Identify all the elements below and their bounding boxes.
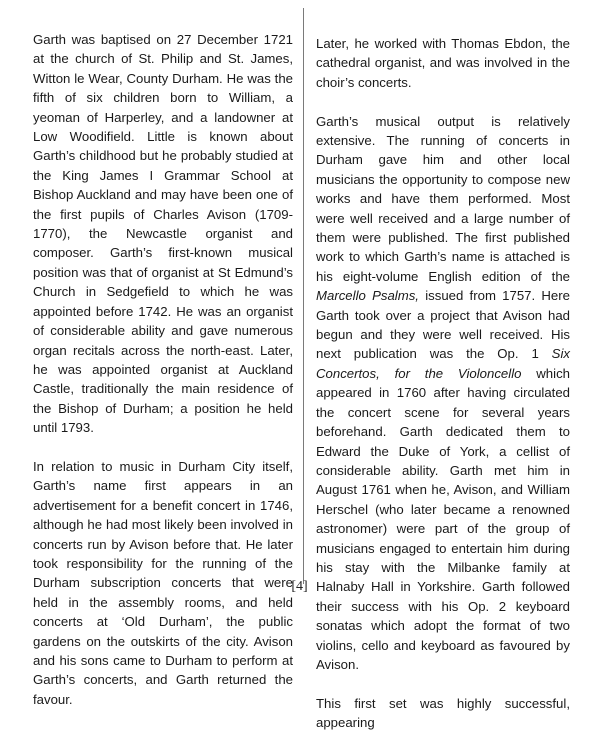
paragraph-first-set: This first set was highly successful, appearing bbox=[316, 695, 570, 731]
column-divider bbox=[303, 8, 304, 584]
text-segment: which appeared in 1760 after having circulated the concert scene for several years beforehand. Garth dedicated them to Edward the Duke of York, a cellist of considerable ability. Garth met him in August 1761 when he, Avison, and William Herschel (who later became a renowned astronomer) were part of the group of musicians engaged to entertain him during his stay with the Milbanke family at Halnaby Hall in Yorkshire. Garth followed their success with his Op. 2 keyboard sonatas which adopt the format of two violins, cello and keyboard as favoured by Avison. bbox=[316, 365, 570, 672]
paragraph-baptism: Garth was baptised on 27 December 1721 at the church of St. Philip and St. James, Witton le Wear, County Durham. He was the fifth of six children born to William, a yeoman of Harperley, and a landowner at Low Woodifield. Little is known about Garth’s childhood but he probably studied at the King James I Grammar School at Bishop Auckland and may have been one of the first pupils of Charles Avison (1709-1770), the Newcastle organist and composer. Garth’s first-known musical position was that of organist at St Edmund’s Church in Sedgefield to which he was appointed before 1742. He was an organist of considerable ability and gave numerous organ recitals across the north-east. Later, he was appointed organist at Auckland Castle, traditionally the main residence of the Bishop of Durham; a position he held until 1793. bbox=[33, 32, 293, 436]
italic-title-marcello-psalms: Marcello Psalms, bbox=[316, 288, 419, 304]
paragraph-ebdon: Later, he worked with Thomas Ebdon, the cathedral organist, and was involved in the choir’s concerts. bbox=[316, 36, 570, 90]
left-text-column bbox=[33, 30, 293, 709]
text-segment: Garth’s musical output is relatively extensive. The running of concerts in Durham gave him and other local musicians the opportunity to compose new works and have them performed. Most were well received and a large number of them were published. The first published work to which Garth’s name is attached is his eight-volume English edition of the bbox=[316, 113, 570, 284]
text-segment: issued from 1757. Here Garth took over a project that Avison had begun and they were well received. His next publication was the Op. 1 bbox=[316, 288, 570, 362]
italic-title-six-concertos: Six Concertos, for the Violoncello bbox=[316, 346, 570, 381]
page-number: [4] bbox=[291, 579, 308, 594]
paragraph-durham-city: In relation to music in Durham City itself, Garth’s name first appears in an advertisement for a benefit concert in 1746, although he had most likely been involved in concerts run by Avison before that. He later took responsibility for the running of the Durham subscription concerts that were held in the assembly rooms, and held concerts at ‘Old Durham’, the public gardens on the outskirts of the city. Avison and his sons came to Durham to perform at Garth’s concerts, and Garth returned the favour. bbox=[33, 458, 293, 707]
right-text-column bbox=[316, 34, 570, 733]
